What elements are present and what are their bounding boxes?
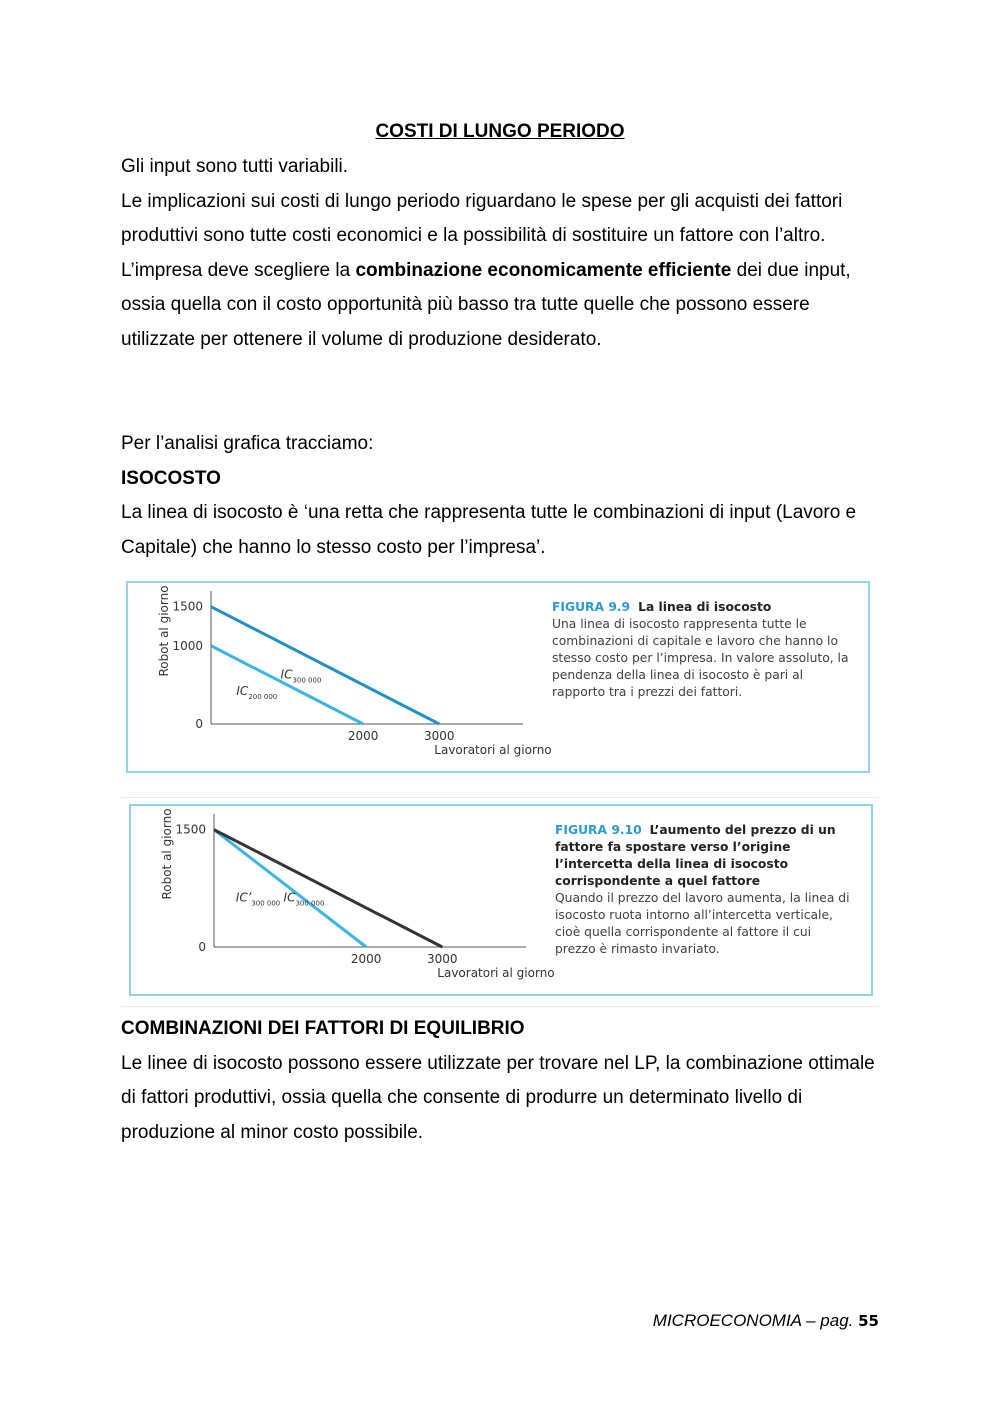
chart2-series-name-1: IC: [283, 890, 296, 905]
isocost-definition: La linea di isocosto è ‘una retta che rappresenta tutte le combinazioni di input (Lavoro e Capitale) che hanno lo stesso costo per l’impresa’.: [121, 502, 857, 558]
chart2-y-label: Robot al giorno: [160, 808, 174, 900]
chart1-series-subscript-0: 200 000: [248, 693, 278, 702]
efficient-combination-term: combinazione economicamente efficiente: [355, 259, 732, 281]
figure-9-9: [126, 581, 870, 773]
chart1-series-line-0: [211, 646, 363, 724]
figure-9-10: [129, 804, 873, 996]
chart1-y-tick-1: 1000: [172, 638, 203, 653]
chart1-x-tick-1: 3000: [424, 729, 455, 743]
chart2-series-line-1: [214, 830, 442, 947]
footer-label: MICROECONOMIA –: [652, 1311, 821, 1330]
chart2-y-tick-0: 0: [198, 940, 206, 954]
chart1-series-name-0: IC: [236, 684, 249, 699]
figure-9-10-number: FIGURA 9.10: [555, 823, 642, 837]
chart2-series-label-1: [284, 891, 325, 908]
chart2-series-label-0: [236, 891, 280, 908]
figure-9-10-caption: [555, 822, 855, 958]
chart2-series-line-0: [214, 830, 366, 947]
chart1-series-line-1: [211, 607, 439, 724]
chart1-y-label: Robot al giorno: [157, 585, 171, 677]
chart2-y-tick-1: 1500: [175, 822, 206, 837]
intro-line-1: Gli input sono tutti variabili.: [121, 156, 349, 177]
intro-paragraph-3-end: dei due input, ossia quella con il costo opportunità più basso tra tutte quelle che possono essere utilizzate per ottenere il volume di produzione desiderato.: [121, 259, 851, 350]
footer-pag: pag.: [820, 1311, 854, 1330]
page-number: 55: [858, 1312, 879, 1330]
chart2-x-tick-0: 2000: [350, 952, 382, 966]
chart1-series-label-1: [281, 668, 322, 685]
chart1-series-label-0: [236, 684, 277, 701]
figure-9-9-caption: [552, 599, 852, 701]
equilibrium-section: [121, 1012, 881, 1150]
chart2-x-label: Lavoratori al giorno: [437, 966, 555, 980]
chart2-series-name-0: IC’: [235, 890, 252, 905]
chart1-x-tick-0: 2000: [347, 729, 379, 743]
chart1-y-tick-2: 1500: [172, 599, 203, 614]
equilibrium-heading: COMBINAZIONI DEI FATTORI DI EQUILIBRIO: [121, 1018, 525, 1039]
chart2-series-subscript-1: 300 000: [295, 899, 325, 908]
chart1-series-name-1: IC: [280, 667, 293, 682]
figure-9-9-title: La linea di isocosto: [638, 600, 772, 614]
figure-9-10-title: L’aumento del prezzo di un fattore fa spostare verso l’origine l’intercetta della linea di isocosto corrispondente a quel fattore: [555, 823, 836, 888]
analysis-section: [121, 427, 881, 565]
figure-9-9-text: Una linea di isocosto rappresenta tutte le combinazioni di capitale e lavoro che hanno lo stesso costo per l’impresa. In valore assoluto, la pendenza della linea di isocosto è pari al rapporto tra i prezzi dei fattori.: [552, 617, 849, 699]
figure-9-10-text: Quando il prezzo del lavoro aumenta, la linea di isocosto ruota intorno all’intercetta verticale, cioè quella corrispondente al fattore il cui prezzo è rimasto invariato.: [555, 891, 850, 956]
chart1-series-subscript-1: 300 000: [292, 676, 322, 685]
intro-paragraphs: [121, 150, 881, 357]
page-title: COSTI DI LUNGO PERIODO: [375, 121, 625, 142]
figure-9-9-number: FIGURA 9.9: [552, 600, 631, 614]
intro-paragraph-2: Le implicazioni sui costi di lungo periodo riguardano le spese per gli acquisti dei fattori produttivi sono tutte costi economici e la possibilità di sostituire un fattore con l’altro.: [121, 190, 843, 246]
chart1-x-label: Lavoratori al giorno: [434, 743, 552, 757]
chart1-y-tick-0: 0: [195, 717, 203, 731]
isocost-heading: ISOCOSTO: [121, 467, 221, 489]
analysis-lead: Per l’analisi grafica tracciamo:: [121, 433, 374, 454]
page-footer: [653, 1311, 879, 1331]
intro-paragraph-3-start: L’impresa deve scegliere la: [121, 259, 356, 281]
chart2-x-tick-1: 3000: [427, 952, 458, 966]
equilibrium-body: Le linee di isocosto possono essere utilizzate per trovare nel LP, la combinazione ottimale di fattori produttivi, ossia quella che consente di produrre un determinato livello di produzione al minor costo possibile.: [121, 1052, 875, 1143]
chart2-series-subscript-0: 300 000: [251, 899, 281, 908]
